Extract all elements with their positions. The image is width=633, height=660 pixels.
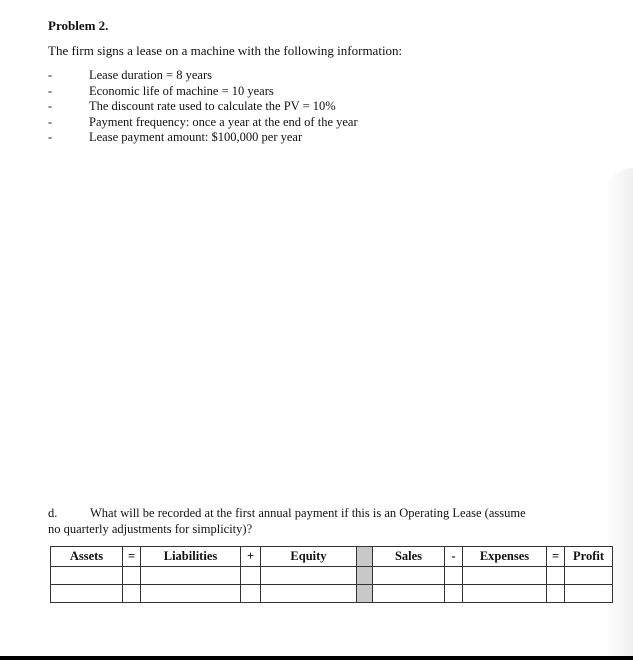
header-assets: Assets xyxy=(51,547,123,567)
bottom-border xyxy=(0,656,633,660)
separator-cell xyxy=(357,585,373,603)
list-item-text: Payment frequency: once a year at the end of the year xyxy=(89,114,358,129)
cell-equals-2 xyxy=(547,567,565,585)
cell-equity[interactable] xyxy=(261,567,357,585)
cell-liabilities[interactable] xyxy=(141,567,241,585)
list-item-text: Lease duration = 8 years xyxy=(89,68,212,82)
table-header-row xyxy=(51,547,613,567)
cell-equals-2 xyxy=(547,585,565,603)
header-profit: Profit xyxy=(565,547,613,567)
problem-intro: The firm signs a lease on a machine with the following information: xyxy=(48,43,403,58)
header-liabilities: Liabilities xyxy=(141,547,241,567)
cell-profit[interactable] xyxy=(565,567,613,585)
cell-equity[interactable] xyxy=(261,585,357,603)
header-plus: + xyxy=(241,547,261,567)
list-item-text: The discount rate used to calculate the PV = 10% xyxy=(89,99,336,113)
header-minus: - xyxy=(445,547,463,567)
cell-plus xyxy=(241,567,261,585)
bullet-dash: - xyxy=(48,114,53,129)
cell-expenses[interactable] xyxy=(463,585,547,603)
cell-equals xyxy=(123,585,141,603)
question-d-line1 xyxy=(48,506,526,521)
cell-plus xyxy=(241,585,261,603)
separator-cell xyxy=(357,547,373,567)
cell-expenses[interactable] xyxy=(463,567,547,585)
header-equity: Equity xyxy=(261,547,357,567)
header-sales: Sales xyxy=(373,547,445,567)
cell-assets[interactable] xyxy=(51,585,123,603)
question-text: What will be recorded at the first annual payment if this is an Operating Lease (assume xyxy=(90,506,526,520)
header-equals-2: = xyxy=(547,547,565,567)
cell-minus xyxy=(445,585,463,603)
question-d-line2: no quarterly adjustments for simplicity)? xyxy=(48,522,253,536)
cell-sales[interactable] xyxy=(373,585,445,603)
cell-liabilities[interactable] xyxy=(141,585,241,603)
cell-minus xyxy=(445,567,463,585)
bullet-dash: - xyxy=(48,83,53,98)
bullet-dash: - xyxy=(48,68,53,82)
bullet-dash: - xyxy=(48,99,53,113)
cell-profit[interactable] xyxy=(565,585,613,603)
table-row xyxy=(51,585,613,603)
table-row xyxy=(51,567,613,585)
separator-cell xyxy=(357,567,373,585)
question-letter: d. xyxy=(48,506,58,520)
header-expenses: Expenses xyxy=(463,547,547,567)
list-item-text: Lease payment amount: $100,000 per year xyxy=(89,130,303,144)
bullet-dash: - xyxy=(48,130,53,144)
cell-sales[interactable] xyxy=(373,567,445,585)
cell-assets[interactable] xyxy=(51,567,123,585)
problem-title: Problem 2. xyxy=(48,18,109,33)
header-equals: = xyxy=(123,547,141,567)
accounting-equation-table xyxy=(50,546,613,603)
list-item-text: Economic life of machine = 10 years xyxy=(89,83,274,98)
cell-equals xyxy=(123,567,141,585)
